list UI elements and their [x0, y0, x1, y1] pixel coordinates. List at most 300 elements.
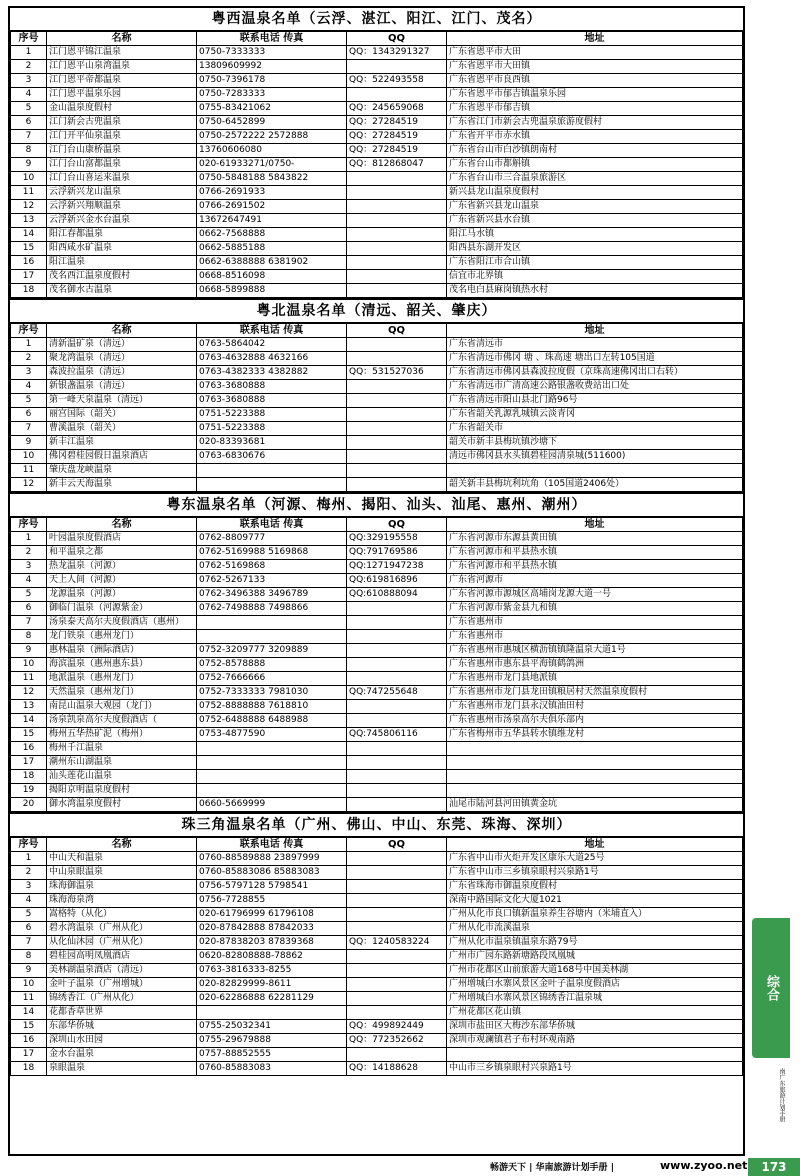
- spring-name: 地派温泉（惠州龙门）: [47, 672, 197, 686]
- address: 广东省惠州市: [447, 616, 743, 630]
- table-row: [11, 172, 743, 186]
- table-row: [11, 922, 743, 936]
- spring-name: 佛冈碧桂园假日温泉酒店: [47, 450, 197, 464]
- qq-number: [347, 256, 447, 270]
- phone-fax: 0760-85883083: [197, 1062, 347, 1076]
- address: 广东省韶关市: [447, 422, 743, 436]
- address: 广东省珠海市御温泉度假村: [447, 880, 743, 894]
- table-row: [11, 1006, 743, 1020]
- phone-fax: 0760-85883086 85883083: [197, 866, 347, 880]
- row-number: 10: [11, 172, 47, 186]
- address: 广州从化市流溪温泉: [447, 922, 743, 936]
- phone-fax: 0668-8516098: [197, 270, 347, 284]
- table-row: [11, 270, 743, 284]
- row-number: 17: [11, 1048, 47, 1062]
- row-number: 9: [11, 644, 47, 658]
- phone-fax: 0662-6388888 6381902: [197, 256, 347, 270]
- spring-name: 云浮新兴金水台温泉: [47, 214, 197, 228]
- table-row: [11, 672, 743, 686]
- qq-number: QQ：522493558: [347, 74, 447, 88]
- qq-number: [347, 284, 447, 298]
- qq-number: [347, 798, 447, 812]
- spring-name: 清新温矿泉（清远）: [47, 338, 197, 352]
- hot-spring-table: [10, 837, 743, 1076]
- spring-name: 热龙温泉（河源）: [47, 560, 197, 574]
- qq-number: QQ:1271947238: [347, 560, 447, 574]
- qq-number: QQ：772352662: [347, 1034, 447, 1048]
- qq-number: [347, 784, 447, 798]
- spring-name: 新丰江温泉: [47, 436, 197, 450]
- address: 广州从化市良口镇新温泉养生谷塘内（米埔直入）: [447, 908, 743, 922]
- address: 韶关新丰县梅坑利坑角（105国道2406处）: [447, 478, 743, 492]
- address: 广东省惠州市惠东县平海镇鹤鸽洲: [447, 658, 743, 672]
- row-number: 6: [11, 408, 47, 422]
- table-row: [11, 46, 743, 60]
- row-number: 14: [11, 1006, 47, 1020]
- table-row: [11, 742, 743, 756]
- spring-name: 中山泉眼温泉: [47, 866, 197, 880]
- table-row: [11, 714, 743, 728]
- address: 广州市花都区山前旅游大道168号中国美林湖: [447, 964, 743, 978]
- address: 阳西县东湖开发区: [447, 242, 743, 256]
- column-header: 地址: [447, 838, 743, 852]
- qq-number: [347, 200, 447, 214]
- address: 广东省新兴县水台镇: [447, 214, 743, 228]
- spring-name: 茂名西江温泉度假村: [47, 270, 197, 284]
- table-row: [11, 852, 743, 866]
- table-row: [11, 478, 743, 492]
- phone-fax: 0750-2572222 2572888: [197, 130, 347, 144]
- hot-spring-list-block: [10, 494, 743, 814]
- phone-fax: 0766-2691502: [197, 200, 347, 214]
- qq-number: [347, 908, 447, 922]
- phone-fax: [197, 756, 347, 770]
- qq-number: QQ：27284519: [347, 130, 447, 144]
- table-row: [11, 784, 743, 798]
- qq-number: [347, 214, 447, 228]
- table-row: [11, 866, 743, 880]
- spring-name: 汕头莲花山温泉: [47, 770, 197, 784]
- address: 广东省恩平市郁吉镇: [447, 102, 743, 116]
- qq-number: [347, 756, 447, 770]
- directory-frame: [8, 6, 745, 1156]
- address: 广东省恩平市大田: [447, 46, 743, 60]
- address: 广州市广园东路新塘路段凤凰城: [447, 950, 743, 964]
- address: 广东省清远市佛冈 塘 、珠高速 塘出口左转105国道: [447, 352, 743, 366]
- qq-number: [347, 464, 447, 478]
- row-number: 9: [11, 436, 47, 450]
- spring-name: 森波拉温泉（清远）: [47, 366, 197, 380]
- row-number: 4: [11, 894, 47, 908]
- row-number: 12: [11, 200, 47, 214]
- spring-name: 阳江春都温泉: [47, 228, 197, 242]
- qq-number: [347, 478, 447, 492]
- spring-name: 花都香草世界: [47, 1006, 197, 1020]
- spring-name: 御临门温泉（河源紫金）: [47, 602, 197, 616]
- table-header-row: [11, 324, 743, 338]
- address: 韶关市新丰县梅坑镇沙塘下: [447, 436, 743, 450]
- qq-number: [347, 228, 447, 242]
- row-number: 2: [11, 352, 47, 366]
- qq-number: QQ：531527036: [347, 366, 447, 380]
- spring-name: 美林湖温泉酒店（清远）: [47, 964, 197, 978]
- row-number: 4: [11, 88, 47, 102]
- spring-name: 新丰云天海温泉: [47, 478, 197, 492]
- footer-url-link[interactable]: www.zyoo.net: [660, 1159, 748, 1172]
- phone-fax: 0762-3496388 3496789: [197, 588, 347, 602]
- phone-fax: 0763-3680888: [197, 380, 347, 394]
- row-number: 6: [11, 922, 47, 936]
- column-header: 名称: [47, 518, 197, 532]
- phone-fax: 0757-88852555: [197, 1048, 347, 1062]
- row-number: 17: [11, 270, 47, 284]
- address: 清远市佛冈县水头镇碧桂园清泉城(511600): [447, 450, 743, 464]
- spring-name: 南昆山温泉大观园（龙门）: [47, 700, 197, 714]
- qq-number: [347, 380, 447, 394]
- spring-name: 云浮新兴翔顺温泉: [47, 200, 197, 214]
- phone-fax: [197, 784, 347, 798]
- qq-number: [347, 964, 447, 978]
- table-row: [11, 728, 743, 742]
- spring-name: 中山天和温泉: [47, 852, 197, 866]
- phone-fax: [197, 742, 347, 756]
- row-number: 7: [11, 130, 47, 144]
- phone-fax: 0662-7568888: [197, 228, 347, 242]
- row-number: 7: [11, 422, 47, 436]
- table-row: [11, 992, 743, 1006]
- row-number: 10: [11, 658, 47, 672]
- qq-number: QQ:610888094: [347, 588, 447, 602]
- address: 深圳市观澜镇君子布村环观南路: [447, 1034, 743, 1048]
- column-header: QQ: [347, 32, 447, 46]
- address: 广东省惠州市惠城区横沥镇镇隆温泉大道1号: [447, 644, 743, 658]
- row-number: 2: [11, 866, 47, 880]
- phone-fax: 020-61796999 61796108: [197, 908, 347, 922]
- qq-number: [347, 616, 447, 630]
- address: 广东省恩平市良西镇: [447, 74, 743, 88]
- row-number: 6: [11, 116, 47, 130]
- table-row: [11, 770, 743, 784]
- table-row: [11, 908, 743, 922]
- table-row: [11, 978, 743, 992]
- table-row: [11, 422, 743, 436]
- qq-number: [347, 880, 447, 894]
- spring-name: 云浮新兴龙山温泉: [47, 186, 197, 200]
- spring-name: 惠林温泉（洲际酒店）: [47, 644, 197, 658]
- spring-name: 碧水湾温泉（广州从化）: [47, 922, 197, 936]
- table-row: [11, 1034, 743, 1048]
- hot-spring-table: [10, 323, 743, 492]
- table-row: [11, 616, 743, 630]
- spring-name: 江门恩平帝都温泉: [47, 74, 197, 88]
- spring-name: 江门台山康桥温泉: [47, 144, 197, 158]
- column-header: 序号: [11, 32, 47, 46]
- qq-number: [347, 422, 447, 436]
- table-row: [11, 574, 743, 588]
- table-header-row: [11, 838, 743, 852]
- qq-number: QQ:745806116: [347, 728, 447, 742]
- table-row: [11, 338, 743, 352]
- section-tab[interactable]: 综合: [752, 918, 790, 1058]
- column-header: QQ: [347, 324, 447, 338]
- column-header: QQ: [347, 518, 447, 532]
- spring-name: 江门恩平温泉乐园: [47, 88, 197, 102]
- row-number: 3: [11, 366, 47, 380]
- table-row: [11, 1062, 743, 1076]
- qq-number: [347, 352, 447, 366]
- column-header: 联系电话 传真: [197, 32, 347, 46]
- qq-number: QQ：245659068: [347, 102, 447, 116]
- table-row: [11, 658, 743, 672]
- address: 阳江马水镇: [447, 228, 743, 242]
- table-row: [11, 588, 743, 602]
- table-row: [11, 464, 743, 478]
- block-title: 珠三角温泉名单（广州、佛山、中山、东莞、珠海、深圳）: [10, 814, 743, 837]
- phone-fax: 0752-7333333 7981030: [197, 686, 347, 700]
- spring-name: 天上人间（河源）: [47, 574, 197, 588]
- table-row: [11, 686, 743, 700]
- address: [447, 1048, 743, 1062]
- spring-name: 从化仙沐园（广州从化）: [47, 936, 197, 950]
- phone-fax: [197, 616, 347, 630]
- address: 广东省清远市: [447, 338, 743, 352]
- spring-name: 第一峰天泉温泉（清远）: [47, 394, 197, 408]
- row-number: 1: [11, 532, 47, 546]
- spring-name: 和平温泉之都: [47, 546, 197, 560]
- block-title: 粤西温泉名单（云浮、湛江、阳江、江门、茂名）: [10, 8, 743, 31]
- address: 广东省新兴县龙山温泉: [447, 200, 743, 214]
- table-row: [11, 242, 743, 256]
- address: 广东省台山市白沙镇朗南村: [447, 144, 743, 158]
- hot-spring-table: [10, 31, 743, 298]
- table-row: [11, 186, 743, 200]
- phone-fax: 020-61933271/0750-: [197, 158, 347, 172]
- page-number: 173: [748, 1158, 800, 1176]
- table-row: [11, 964, 743, 978]
- qq-number: [347, 436, 447, 450]
- address: 广州增城白水寨风景区锦绣香江温泉城: [447, 992, 743, 1006]
- table-row: [11, 256, 743, 270]
- column-header: 联系电话 传真: [197, 518, 347, 532]
- qq-number: QQ:791769586: [347, 546, 447, 560]
- spring-name: 金山温泉度假村: [47, 102, 197, 116]
- address: 广东省中山市三乡镇泉眼村兴泉路1号: [447, 866, 743, 880]
- address: [447, 770, 743, 784]
- row-number: 5: [11, 908, 47, 922]
- table-row: [11, 644, 743, 658]
- spring-name: 深圳山水田园: [47, 1034, 197, 1048]
- row-number: 11: [11, 672, 47, 686]
- row-number: 8: [11, 630, 47, 644]
- qq-number: QQ：27284519: [347, 116, 447, 130]
- address: 广东省河源市紫金县九和镇: [447, 602, 743, 616]
- table-row: [11, 394, 743, 408]
- column-header: 地址: [447, 324, 743, 338]
- table-row: [11, 532, 743, 546]
- phone-fax: 0750-5848188 5843822: [197, 172, 347, 186]
- row-number: 18: [11, 770, 47, 784]
- table-row: [11, 450, 743, 464]
- phone-fax: 0750-7283333: [197, 88, 347, 102]
- address: 广州增城白水寨风景区金叶子温泉度假酒店: [447, 978, 743, 992]
- column-header: 名称: [47, 838, 197, 852]
- table-row: [11, 546, 743, 560]
- qq-number: [347, 1006, 447, 1020]
- qq-number: QQ：14188628: [347, 1062, 447, 1076]
- column-header: 联系电话 传真: [197, 324, 347, 338]
- spring-name: 碧桂园高明凤凰酒店: [47, 950, 197, 964]
- row-number: 17: [11, 756, 47, 770]
- address: 广东省清远市阳山县北门路96号: [447, 394, 743, 408]
- phone-fax: 0755-25032341: [197, 1020, 347, 1034]
- qq-number: [347, 770, 447, 784]
- qq-number: [347, 992, 447, 1006]
- row-number: 14: [11, 714, 47, 728]
- address: [447, 742, 743, 756]
- qq-number: [347, 978, 447, 992]
- column-header: 序号: [11, 518, 47, 532]
- table-row: [11, 284, 743, 298]
- qq-number: [347, 894, 447, 908]
- phone-fax: 0620-82808888-78862: [197, 950, 347, 964]
- row-number: 10: [11, 450, 47, 464]
- phone-fax: 0762-7498888 7498866: [197, 602, 347, 616]
- phone-fax: [197, 464, 347, 478]
- phone-fax: 0763-4382333 4382882: [197, 366, 347, 380]
- phone-fax: [197, 1006, 347, 1020]
- address: 广东省河源市: [447, 574, 743, 588]
- phone-fax: 020-87842888 87842033: [197, 922, 347, 936]
- row-number: 5: [11, 588, 47, 602]
- qq-number: [347, 394, 447, 408]
- phone-fax: [197, 630, 347, 644]
- row-number: 3: [11, 560, 47, 574]
- row-number: 11: [11, 992, 47, 1006]
- phone-fax: 0763-5864042: [197, 338, 347, 352]
- table-row: [11, 1020, 743, 1034]
- table-row: [11, 880, 743, 894]
- row-number: 11: [11, 464, 47, 478]
- phone-fax: 0762-5169868: [197, 560, 347, 574]
- phone-fax: 0755-83421062: [197, 102, 347, 116]
- table-row: [11, 102, 743, 116]
- qq-number: QQ：812868047: [347, 158, 447, 172]
- phone-fax: 0753-4877590: [197, 728, 347, 742]
- phone-fax: 0760-88589888 23897999: [197, 852, 347, 866]
- table-row: [11, 560, 743, 574]
- address: 中山市三乡镇泉眼村兴泉路1号: [447, 1062, 743, 1076]
- spring-name: 东部华侨城: [47, 1020, 197, 1034]
- qq-number: [347, 630, 447, 644]
- spring-name: 御水湾温泉度假村: [47, 798, 197, 812]
- spring-name: 天然温泉（惠州龙门）: [47, 686, 197, 700]
- phone-fax: 0752-8888888 7618810: [197, 700, 347, 714]
- phone-fax: 020-62286888 62281129: [197, 992, 347, 1006]
- qq-number: [347, 714, 447, 728]
- phone-fax: 0750-7396178: [197, 74, 347, 88]
- phone-fax: [197, 770, 347, 784]
- row-number: 2: [11, 546, 47, 560]
- page-footer: [0, 1158, 800, 1176]
- qq-number: [347, 672, 447, 686]
- address: 广州花都区花山镇: [447, 1006, 743, 1020]
- table-row: [11, 88, 743, 102]
- table-row: [11, 130, 743, 144]
- address: 深南中路国际文化大厦1021: [447, 894, 743, 908]
- address: 广东省河源市和平县热水镇: [447, 560, 743, 574]
- phone-fax: 0668-5899888: [197, 284, 347, 298]
- table-row: [11, 436, 743, 450]
- row-number: 4: [11, 380, 47, 394]
- address: 广东省阳江市合山镇: [447, 256, 743, 270]
- address: 广东省惠州市: [447, 630, 743, 644]
- table-row: [11, 380, 743, 394]
- spring-name: 阳西咸水矿温泉: [47, 242, 197, 256]
- table-row: [11, 228, 743, 242]
- spring-name: 茂名御水古温泉: [47, 284, 197, 298]
- row-number: 12: [11, 686, 47, 700]
- phone-fax: 0750-6452899: [197, 116, 347, 130]
- address: 广东省梅州市五华县转水镇维龙村: [447, 728, 743, 742]
- spring-name: 锦绣香江（广州从化）: [47, 992, 197, 1006]
- table-row: [11, 144, 743, 158]
- spring-name: 泉眼温泉: [47, 1062, 197, 1076]
- row-number: 6: [11, 602, 47, 616]
- address: 汕尾市陆河县河田镇黄金坑: [447, 798, 743, 812]
- column-header: 联系电话 传真: [197, 838, 347, 852]
- row-number: 13: [11, 214, 47, 228]
- table-row: [11, 756, 743, 770]
- phone-fax: 0752-7666666: [197, 672, 347, 686]
- side-vertical-caption: 南广东旅游计划手册: [778, 1068, 785, 1122]
- spring-name: 江门恩平山泉湾温泉: [47, 60, 197, 74]
- qq-number: [347, 270, 447, 284]
- address: 新兴县龙山温泉度假村: [447, 186, 743, 200]
- table-row: [11, 200, 743, 214]
- row-number: 12: [11, 478, 47, 492]
- phone-fax: 0752-3209777 3209889: [197, 644, 347, 658]
- spring-name: 阳江温泉: [47, 256, 197, 270]
- qq-number: QQ：1343291327: [347, 46, 447, 60]
- row-number: 18: [11, 284, 47, 298]
- spring-name: 江门台山富都温泉: [47, 158, 197, 172]
- qq-number: [347, 700, 447, 714]
- row-number: 16: [11, 256, 47, 270]
- address: 广东省恩平市郁吉镇温泉乐园: [447, 88, 743, 102]
- spring-name: 汤泉凯泉高尔夫度假酒店（: [47, 714, 197, 728]
- address: [447, 464, 743, 478]
- table-row: [11, 894, 743, 908]
- spring-name: 珠海海泉湾: [47, 894, 197, 908]
- phone-fax: 13809609992: [197, 60, 347, 74]
- row-number: 11: [11, 186, 47, 200]
- spring-name: 江门台山喜运来温泉: [47, 172, 197, 186]
- qq-number: [347, 852, 447, 866]
- address: 信宜市北界镇: [447, 270, 743, 284]
- address: 广东省清远市广清高速公路银盏收费站出口处: [447, 380, 743, 394]
- row-number: 4: [11, 574, 47, 588]
- column-header: QQ: [347, 838, 447, 852]
- qq-number: [347, 60, 447, 74]
- phone-fax: 020-87838203 87839368: [197, 936, 347, 950]
- row-number: 1: [11, 338, 47, 352]
- row-number: 9: [11, 964, 47, 978]
- row-number: 16: [11, 742, 47, 756]
- spring-name: 龙门铁泉（惠州龙门）: [47, 630, 197, 644]
- row-number: 8: [11, 950, 47, 964]
- qq-number: [347, 338, 447, 352]
- row-number: 7: [11, 616, 47, 630]
